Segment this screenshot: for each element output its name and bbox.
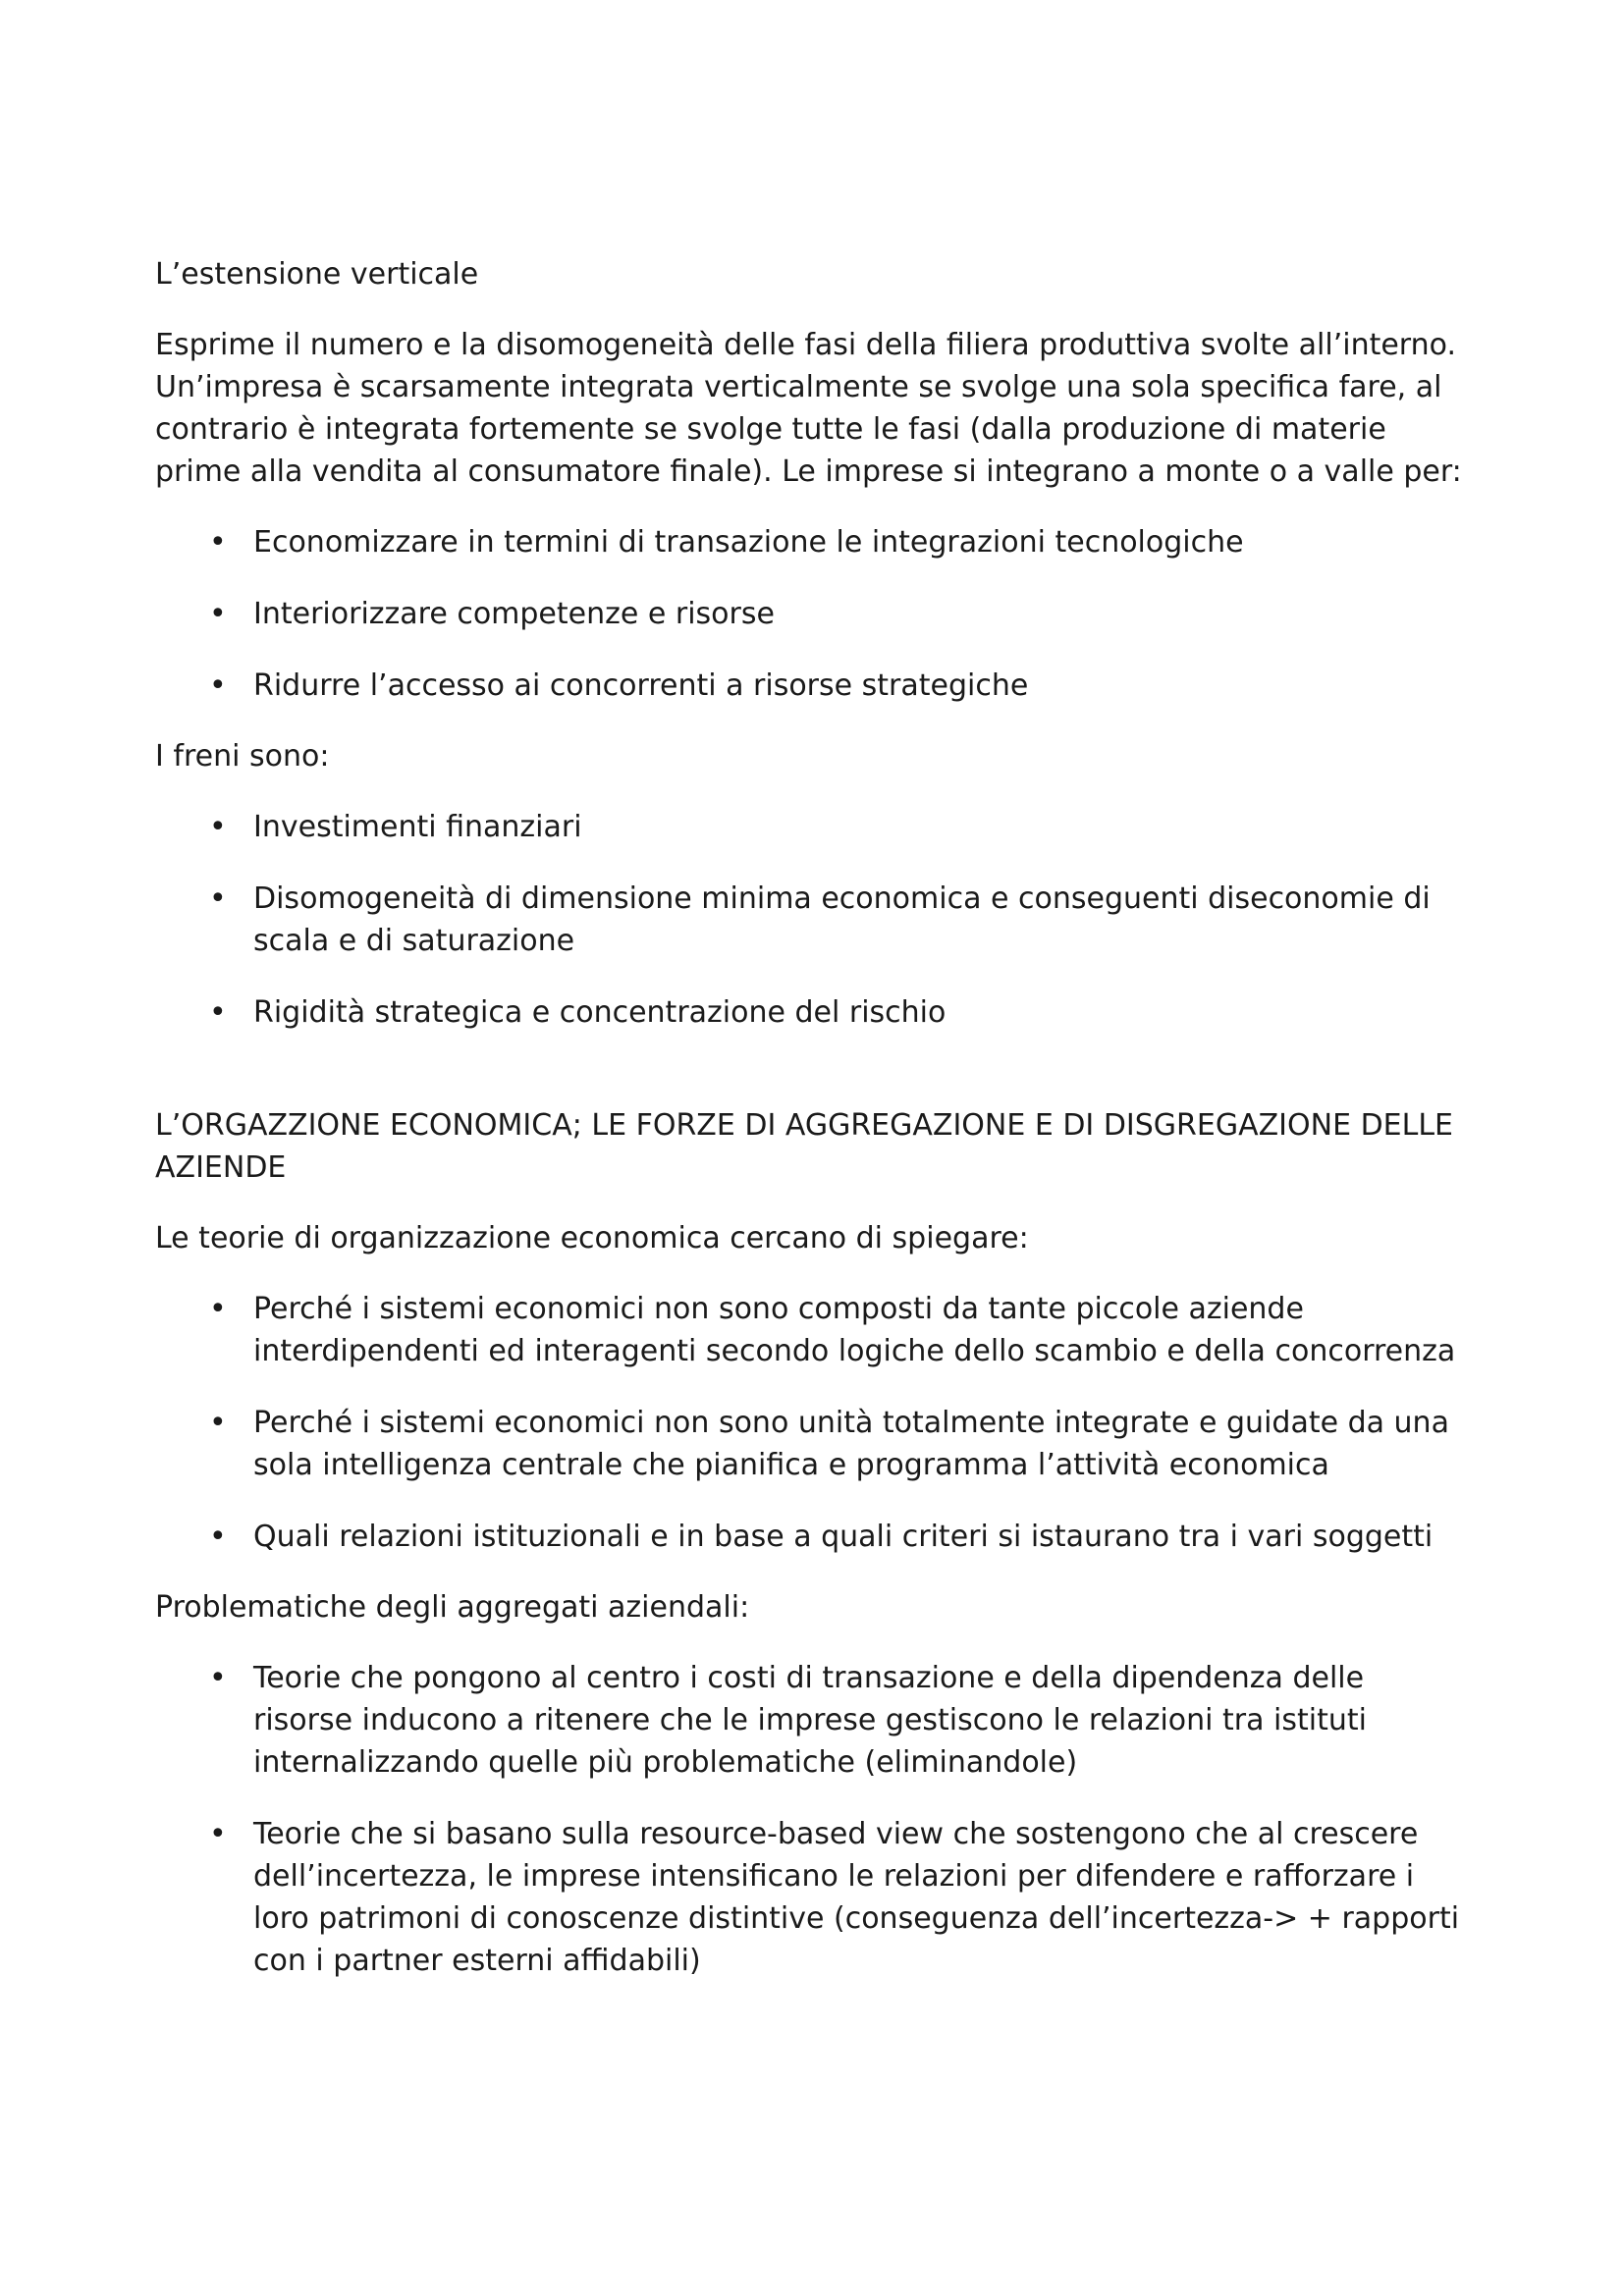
list-item-text: Perché i sistemi economici non sono composti da tante piccole aziende interdipendenti ed interagenti secondo logiche dello scambio e della concorrenza xyxy=(253,1292,1456,1368)
theories-intro: Le teorie di organizzazione economica cercano di spiegare: xyxy=(155,1221,1029,1255)
problems-label: Problematiche degli aggregati aziendali: xyxy=(155,1590,750,1625)
bullet-icon: • xyxy=(209,1406,227,1440)
list-item-text: Economizzare in termini di transazione le integrazioni tecnologiche xyxy=(253,525,1244,560)
bullet-icon: • xyxy=(209,1817,227,1851)
list-item xyxy=(155,1288,1471,1372)
bullet-icon: • xyxy=(209,1520,227,1554)
document-page xyxy=(155,253,1471,2010)
list-item xyxy=(155,1402,1471,1486)
list-item-text: Investimenti finanziari xyxy=(253,810,582,844)
brakes-list xyxy=(155,806,1471,1034)
bullet-icon: • xyxy=(209,995,227,1030)
bullet-icon: • xyxy=(209,1661,227,1695)
section-heading-economic-organization: L’ORGAZZIONE ECONOMICA; LE FORZE DI AGGREGAZIONE E DI DISGREGAZIONE DELLE AZIENDE xyxy=(155,1108,1454,1185)
list-item-text: Rigidità strategica e concentrazione del rischio xyxy=(253,995,947,1030)
brakes-label: I freni sono: xyxy=(155,739,330,774)
list-item-text: Teorie che si basano sulla resource-based view che sostengono che al crescere dell’incertezza, le imprese intensificano le relazioni per difendere e rafforzare i loro patrimoni di conoscenze distintive (conseguenza dell’incertezza-> + rapporti con i partner esterni affidabili) xyxy=(253,1817,1460,1978)
list-item-text: Teorie che pongono al centro i costi di transazione e della dipendenza delle risorse inducono a ritenere che le imprese gestiscono le relazioni tra istituti internalizzando quelle più problematiche (eliminandole) xyxy=(253,1661,1367,1780)
list-item-text: Quali relazioni istituzionali e in base a quali criteri si istaurano tra i vari soggetti xyxy=(253,1520,1434,1554)
list-item xyxy=(155,665,1471,707)
list-item-text: Interiorizzare competenze e risorse xyxy=(253,597,775,631)
list-item-text: Ridurre l’accesso ai concorrenti a risorse strategiche xyxy=(253,668,1029,703)
list-item-text: Disomogeneità di dimensione minima economica e conseguenti diseconomie di scala e di saturazione xyxy=(253,881,1431,958)
problems-list xyxy=(155,1657,1471,1982)
list-item xyxy=(155,593,1471,635)
section-spacer xyxy=(155,1062,1471,1104)
bullet-icon: • xyxy=(209,668,227,703)
bullet-icon: • xyxy=(209,597,227,631)
section-heading-vertical-extension: L’estensione verticale xyxy=(155,257,479,292)
integration-reasons-list xyxy=(155,521,1471,707)
bullet-icon: • xyxy=(209,881,227,916)
list-item xyxy=(155,991,1471,1034)
list-item xyxy=(155,878,1471,962)
list-item xyxy=(155,521,1471,563)
list-item xyxy=(155,806,1471,848)
bullet-icon: • xyxy=(209,1292,227,1326)
list-item xyxy=(155,1813,1471,1982)
list-item xyxy=(155,1516,1471,1558)
list-item-text: Perché i sistemi economici non sono unità totalmente integrate e guidate da una sola intelligenza centrale che pianifica e programma l’attività economica xyxy=(253,1406,1449,1482)
bullet-icon: • xyxy=(209,810,227,844)
list-item xyxy=(155,1657,1471,1784)
intro-paragraph: Esprime il numero e la disomogeneità delle fasi della filiera produttiva svolte all’interno. Un’impresa è scarsamente integrata verticalmente se svolge una sola specifica fare, al contrario è integrata fortemente se svolge tutte le fasi (dalla produzione di materie prime alla vendita al consumatore finale). Le imprese si integrano a monte o a valle per: xyxy=(155,328,1462,489)
bullet-icon: • xyxy=(209,525,227,560)
theories-list xyxy=(155,1288,1471,1558)
